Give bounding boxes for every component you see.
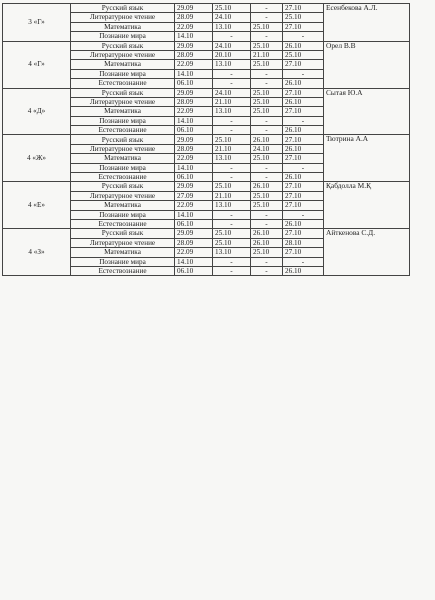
teacher-cell: Тютрина А.А — [324, 135, 410, 182]
date-cell-d1: 06.10 — [175, 173, 213, 182]
date-cell-d3: 25.10 — [251, 154, 283, 163]
date-cell-d1: 22.09 — [175, 201, 213, 210]
date-cell-d4: 26.10 — [283, 144, 324, 153]
subject-cell: Русский язык — [71, 229, 175, 238]
date-cell-d2: 25.10 — [213, 238, 251, 247]
date-cell-d1: 29.09 — [175, 88, 213, 97]
date-cell-d2: - — [213, 257, 251, 266]
date-cell-d3: - — [251, 257, 283, 266]
date-cell-d3: 21.10 — [251, 50, 283, 59]
subject-cell: Познание мира — [71, 163, 175, 172]
date-cell-d2: - — [213, 79, 251, 88]
date-cell-d1: 28.09 — [175, 144, 213, 153]
table-row — [3, 135, 410, 144]
date-cell-d4: 26.10 — [283, 173, 324, 182]
date-cell-d3: 25.10 — [251, 41, 283, 50]
class-cell: 4 «Ж» — [3, 135, 71, 182]
date-cell-d2: 21.10 — [213, 97, 251, 106]
subject-cell: Естествознание — [71, 79, 175, 88]
date-cell-d4: 26.10 — [283, 79, 324, 88]
date-cell-d4: 26.10 — [283, 219, 324, 228]
date-cell-d2: 13.10 — [213, 22, 251, 31]
date-cell-d1: 28.09 — [175, 50, 213, 59]
date-cell-d1: 22.09 — [175, 60, 213, 69]
date-cell-d4: 27.10 — [283, 4, 324, 13]
date-cell-d3: - — [251, 173, 283, 182]
date-cell-d1: 06.10 — [175, 79, 213, 88]
date-cell-d2: 13.10 — [213, 201, 251, 210]
date-cell-d2: - — [213, 210, 251, 219]
date-cell-d4: 25.10 — [283, 13, 324, 22]
date-cell-d4: 26.10 — [283, 126, 324, 135]
date-cell-d3: 26.10 — [251, 182, 283, 191]
subject-cell: Познание мира — [71, 210, 175, 219]
class-cell: 3 «Г» — [3, 4, 71, 42]
subject-cell: Математика — [71, 22, 175, 31]
class-cell: 4 «Г» — [3, 41, 71, 88]
date-cell-d3: - — [251, 163, 283, 172]
date-cell-d3: 25.10 — [251, 248, 283, 257]
date-cell-d3: - — [251, 126, 283, 135]
table-row — [3, 41, 410, 50]
date-cell-d4: 27.10 — [283, 88, 324, 97]
subject-cell: Математика — [71, 107, 175, 116]
subject-cell: Естествознание — [71, 219, 175, 228]
date-cell-d1: 28.09 — [175, 238, 213, 247]
date-cell-d2: - — [213, 173, 251, 182]
date-cell-d3: - — [251, 69, 283, 78]
date-cell-d3: 26.10 — [251, 135, 283, 144]
teacher-cell: Айткенова С.Д. — [324, 229, 410, 276]
date-cell-d2: - — [213, 116, 251, 125]
subject-cell: Русский язык — [71, 135, 175, 144]
date-cell-d2: 24.10 — [213, 41, 251, 50]
date-cell-d1: 29.09 — [175, 135, 213, 144]
date-cell-d3: 26.10 — [251, 238, 283, 247]
subject-cell: Литературное чтение — [71, 191, 175, 200]
date-cell-d4: - — [283, 163, 324, 172]
date-cell-d4: - — [283, 210, 324, 219]
date-cell-d4: 26.10 — [283, 41, 324, 50]
date-cell-d2: - — [213, 163, 251, 172]
teacher-cell: Сытая Ю.А — [324, 88, 410, 135]
date-cell-d1: 29.09 — [175, 4, 213, 13]
date-cell-d1: 28.09 — [175, 13, 213, 22]
subject-cell: Математика — [71, 60, 175, 69]
subject-cell: Естествознание — [71, 126, 175, 135]
date-cell-d1: 14.10 — [175, 257, 213, 266]
date-cell-d2: 21.10 — [213, 144, 251, 153]
date-cell-d2: 13.10 — [213, 248, 251, 257]
subject-cell: Русский язык — [71, 4, 175, 13]
schedule-table-body — [3, 4, 410, 276]
date-cell-d2: - — [213, 32, 251, 41]
class-cell: 4 «Д» — [3, 88, 71, 135]
class-cell: 4 «З» — [3, 229, 71, 276]
date-cell-d3: 25.10 — [251, 97, 283, 106]
date-cell-d1: 14.10 — [175, 116, 213, 125]
date-cell-d3: 24.10 — [251, 144, 283, 153]
table-row — [3, 182, 410, 191]
date-cell-d4: 27.10 — [283, 201, 324, 210]
date-cell-d1: 29.09 — [175, 182, 213, 191]
date-cell-d4: 27.10 — [283, 248, 324, 257]
subject-cell: Литературное чтение — [71, 50, 175, 59]
date-cell-d4: 27.10 — [283, 107, 324, 116]
subject-cell: Русский язык — [71, 41, 175, 50]
date-cell-d1: 22.09 — [175, 22, 213, 31]
date-cell-d3: - — [251, 210, 283, 219]
subject-cell: Математика — [71, 154, 175, 163]
date-cell-d4: 26.10 — [283, 266, 324, 275]
date-cell-d3: 25.10 — [251, 22, 283, 31]
date-cell-d1: 29.09 — [175, 229, 213, 238]
subject-cell: Познание мира — [71, 116, 175, 125]
date-cell-d2: 13.10 — [213, 107, 251, 116]
date-cell-d2: 25.10 — [213, 229, 251, 238]
subject-cell: Познание мира — [71, 32, 175, 41]
date-cell-d4: 27.10 — [283, 229, 324, 238]
subject-cell: Литературное чтение — [71, 13, 175, 22]
date-cell-d1: 06.10 — [175, 219, 213, 228]
date-cell-d4: 27.10 — [283, 191, 324, 200]
teacher-cell: Орел В.В — [324, 41, 410, 88]
date-cell-d2: 25.10 — [213, 135, 251, 144]
date-cell-d4: 28.10 — [283, 238, 324, 247]
date-cell-d3: - — [251, 79, 283, 88]
date-cell-d1: 27.09 — [175, 191, 213, 200]
date-cell-d1: 14.10 — [175, 210, 213, 219]
date-cell-d3: 25.10 — [251, 201, 283, 210]
date-cell-d3: - — [251, 4, 283, 13]
subject-cell: Математика — [71, 248, 175, 257]
date-cell-d2: 25.10 — [213, 4, 251, 13]
date-cell-d3: 25.10 — [251, 88, 283, 97]
date-cell-d3: 25.10 — [251, 191, 283, 200]
teacher-cell: Есенбекова А.Л. — [324, 4, 410, 42]
date-cell-d1: 22.09 — [175, 107, 213, 116]
date-cell-d3: 26.10 — [251, 229, 283, 238]
table-row — [3, 4, 410, 13]
schedule-table — [2, 3, 410, 276]
date-cell-d1: 28.09 — [175, 97, 213, 106]
date-cell-d2: 13.10 — [213, 60, 251, 69]
date-cell-d2: 25.10 — [213, 182, 251, 191]
date-cell-d4: 27.10 — [283, 154, 324, 163]
date-cell-d4: 27.10 — [283, 135, 324, 144]
date-cell-d3: - — [251, 116, 283, 125]
date-cell-d4: - — [283, 32, 324, 41]
date-cell-d2: 21.10 — [213, 191, 251, 200]
date-cell-d1: 29.09 — [175, 41, 213, 50]
date-cell-d1: 06.10 — [175, 126, 213, 135]
subject-cell: Математика — [71, 201, 175, 210]
date-cell-d3: - — [251, 219, 283, 228]
date-cell-d3: 25.10 — [251, 107, 283, 116]
date-cell-d3: - — [251, 13, 283, 22]
subject-cell: Литературное чтение — [71, 144, 175, 153]
date-cell-d4: - — [283, 257, 324, 266]
date-cell-d2: - — [213, 219, 251, 228]
date-cell-d4: - — [283, 116, 324, 125]
date-cell-d1: 14.10 — [175, 32, 213, 41]
date-cell-d4: 27.10 — [283, 60, 324, 69]
subject-cell: Литературное чтение — [71, 238, 175, 247]
date-cell-d2: - — [213, 126, 251, 135]
date-cell-d4: 27.10 — [283, 22, 324, 31]
date-cell-d2: - — [213, 69, 251, 78]
date-cell-d1: 06.10 — [175, 266, 213, 275]
date-cell-d4: 27.10 — [283, 182, 324, 191]
date-cell-d3: - — [251, 266, 283, 275]
date-cell-d3: 25.10 — [251, 60, 283, 69]
date-cell-d1: 14.10 — [175, 69, 213, 78]
subject-cell: Естествознание — [71, 173, 175, 182]
date-cell-d2: 24.10 — [213, 88, 251, 97]
date-cell-d2: 13.10 — [213, 154, 251, 163]
subject-cell: Естествознание — [71, 266, 175, 275]
subject-cell: Русский язык — [71, 182, 175, 191]
teacher-cell: Қабдолла М.Қ — [324, 182, 410, 229]
date-cell-d4: - — [283, 69, 324, 78]
subject-cell: Познание мира — [71, 69, 175, 78]
date-cell-d4: 25.10 — [283, 50, 324, 59]
date-cell-d3: - — [251, 32, 283, 41]
date-cell-d2: - — [213, 266, 251, 275]
subject-cell: Русский язык — [71, 88, 175, 97]
date-cell-d2: 20.10 — [213, 50, 251, 59]
date-cell-d1: 22.09 — [175, 248, 213, 257]
date-cell-d2: 24.10 — [213, 13, 251, 22]
subject-cell: Познание мира — [71, 257, 175, 266]
table-row — [3, 88, 410, 97]
date-cell-d1: 22.09 — [175, 154, 213, 163]
date-cell-d4: 26.10 — [283, 97, 324, 106]
class-cell: 4 «Е» — [3, 182, 71, 229]
subject-cell: Литературное чтение — [71, 97, 175, 106]
date-cell-d1: 14.10 — [175, 163, 213, 172]
table-row — [3, 229, 410, 238]
